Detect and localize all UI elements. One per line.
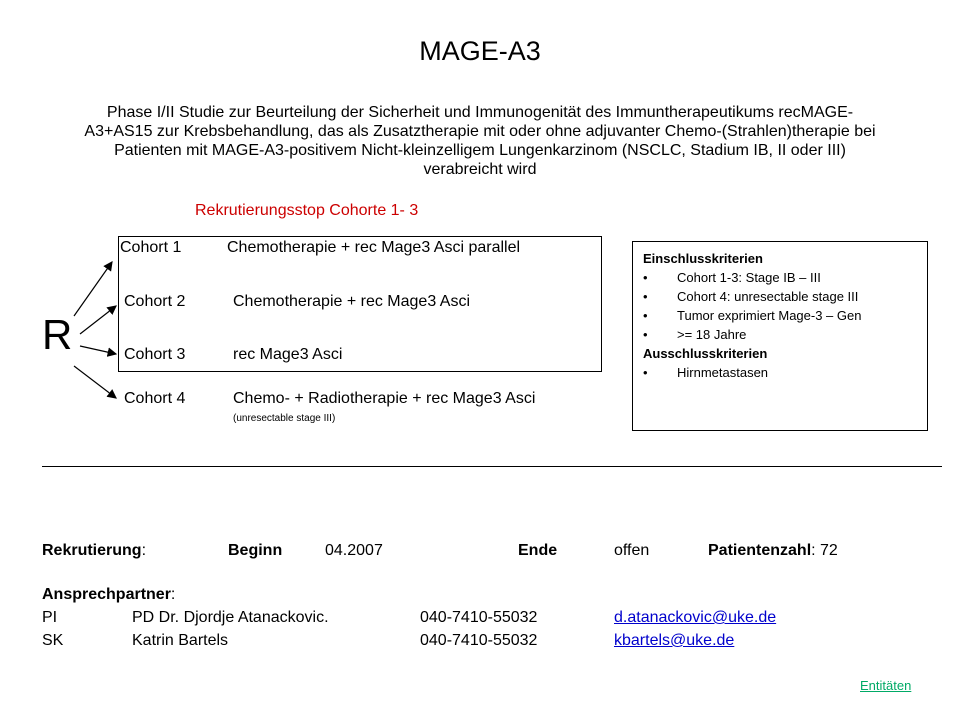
contact-role: SK bbox=[42, 632, 64, 649]
criteria-box bbox=[632, 241, 928, 431]
exclusion-criteria-header: Ausschlusskriterien bbox=[643, 346, 768, 361]
exclusion-criteria-list bbox=[643, 363, 917, 382]
cohort-4-therapy: Chemo- + Radiotherapie + rec Mage3 Asci bbox=[233, 390, 536, 407]
inclusion-item: • >= 18 Jahre bbox=[643, 325, 917, 344]
cohort-4-note: (unresectable stage III) bbox=[233, 413, 336, 424]
recruitment-stop-note: Rekrutierungsstop Cohorte 1- 3 bbox=[195, 202, 419, 219]
inclusion-criteria-header: Einschlusskriterien bbox=[643, 251, 763, 266]
contact-email-link[interactable]: kbartels@uke.de bbox=[614, 632, 735, 649]
arrow-to-cohort-4 bbox=[74, 366, 116, 398]
contact-email-link[interactable]: d.atanackovic@uke.de bbox=[614, 609, 777, 626]
study-description: Phase I/II Studie zur Beurteilung der Sicherheit und Immunogenität des Immuntherapeutikums recMAGE-A3+AS15 zur Krebsbehandlung, das als Zusatztherapie mit oder ohne adjuvanter Chemo-(Strahlen)therapie bei Patienten mit MAGE-A3-positivem Nicht-kleinzelligem Lungenkarzinom (NSCLC, Stadium IB, II oder III) verabreicht wird bbox=[84, 104, 876, 178]
cohort-3-name: Cohort 3 bbox=[124, 346, 186, 363]
arrow-to-cohort-2 bbox=[80, 306, 116, 334]
randomization-label: R bbox=[42, 311, 73, 358]
cohort-1-name: Cohort 1 bbox=[120, 239, 182, 256]
arrow-to-cohort-1 bbox=[74, 262, 112, 316]
contact-name: PD Dr. Djordje Atanackovic. bbox=[132, 609, 329, 626]
begin-value: 04.2007 bbox=[325, 542, 383, 559]
cohort-4-name: Cohort 4 bbox=[124, 390, 186, 407]
contacts-label: Ansprechpartner: bbox=[42, 586, 176, 603]
end-value: offen bbox=[614, 542, 650, 559]
arrow-to-cohort-3 bbox=[80, 346, 116, 354]
entities-link[interactable]: Entitäten bbox=[860, 678, 912, 693]
contact-name: Katrin Bartels bbox=[132, 632, 229, 649]
cohort-3-therapy: rec Mage3 Asci bbox=[233, 346, 343, 363]
recruitment-label: Rekrutierung: bbox=[42, 542, 147, 559]
contact-phone: 040-7410-55032 bbox=[420, 632, 538, 649]
contact-role: PI bbox=[42, 609, 58, 626]
cohort-2-name: Cohort 2 bbox=[124, 293, 186, 310]
cohort-1-therapy: Chemotherapie + rec Mage3 Asci parallel bbox=[227, 239, 521, 256]
patient-count: Patientenzahl: 72 bbox=[708, 542, 838, 559]
exclusion-item: • Hirnmetastasen bbox=[643, 363, 917, 382]
inclusion-criteria-list bbox=[643, 268, 917, 344]
begin-label: Beginn bbox=[228, 542, 283, 559]
contact-phone: 040-7410-55032 bbox=[420, 609, 538, 626]
inclusion-item: • Cohort 1-3: Stage IB – III bbox=[643, 268, 917, 287]
cohort-2-therapy: Chemotherapie + rec Mage3 Asci bbox=[233, 293, 471, 310]
page-title: MAGE-A3 bbox=[419, 36, 541, 66]
inclusion-item: • Tumor exprimiert Mage-3 – Gen bbox=[643, 306, 917, 325]
divider bbox=[42, 466, 942, 467]
end-label: Ende bbox=[518, 542, 558, 559]
inclusion-item: • Cohort 4: unresectable stage III bbox=[643, 287, 917, 306]
